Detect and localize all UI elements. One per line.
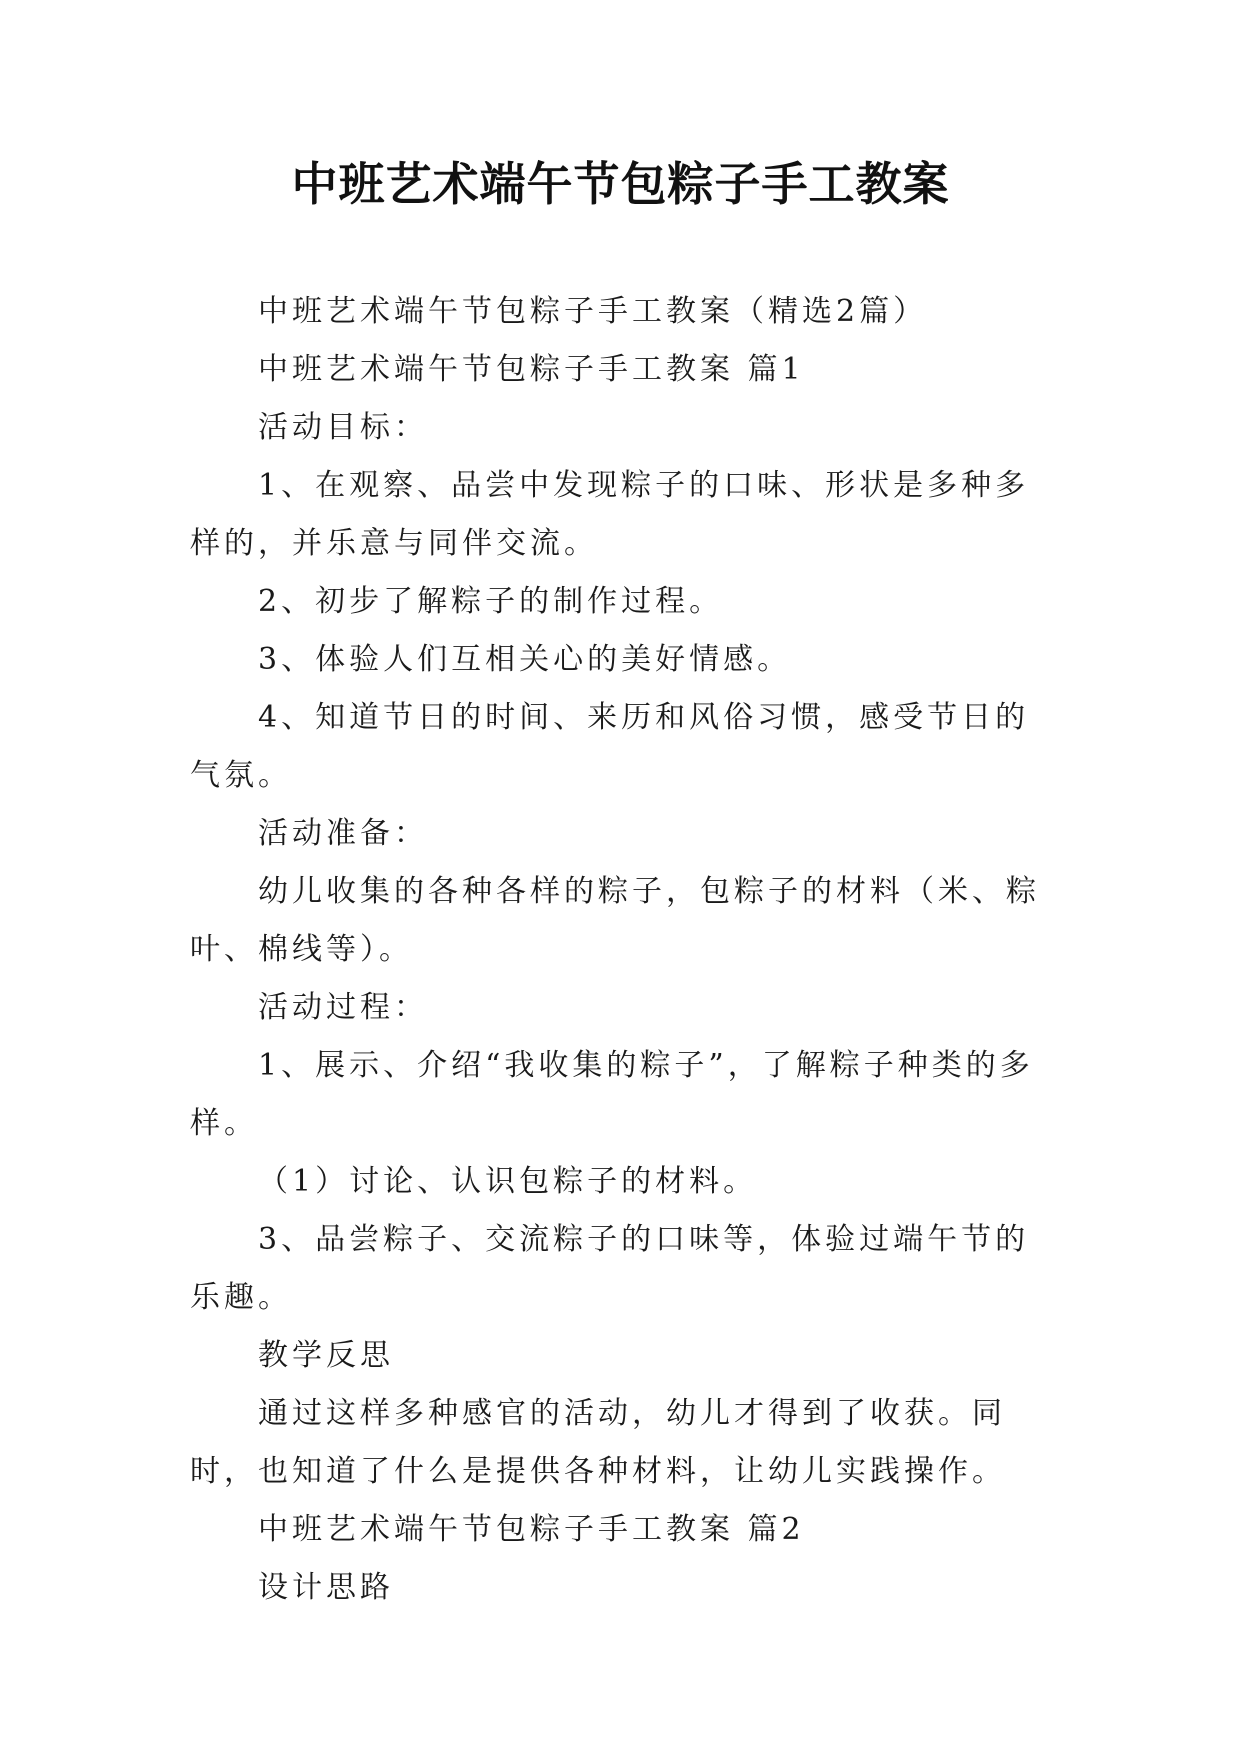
preparation-text: 幼儿收集的各种各样的粽子，包粽子的材料（米、粽叶、棉线等）。: [190, 874, 1040, 967]
reflection-text: 通过这样多种感官的活动，幼儿才得到了收获。同时，也知道了什么是提供各种材料，让幼儿实践操作。: [190, 1396, 1006, 1489]
section-heading-part-1: 中班艺术端午节包粽子手工教案 篇1: [258, 352, 805, 387]
process-item-1: 1、展示、介绍“我收集的粽子”，了解粽子种类的多样。: [190, 1048, 1034, 1141]
subtitle-paragraph: 中班艺术端午节包粽子手工教案（精选2篇）: [258, 294, 928, 329]
goal-item-2: 2、初步了解粽子的制作过程。: [258, 584, 724, 619]
heading-teaching-reflection: 教学反思: [258, 1338, 394, 1373]
heading-activity-process: 活动过程：: [258, 990, 428, 1025]
section-heading-part-2: 中班艺术端午节包粽子手工教案 篇2: [258, 1512, 805, 1547]
heading-design-idea: 设计思路: [258, 1570, 394, 1605]
process-subitem-1: （1）讨论、认识包粽子的材料。: [258, 1164, 758, 1199]
goal-item-1: 1、在观察、品尝中发现粽子的口味、形状是多种多样的，并乐意与同伴交流。: [190, 468, 1030, 561]
document-body: [190, 283, 1052, 1617]
heading-activity-goals: 活动目标：: [258, 410, 428, 445]
heading-activity-preparation: 活动准备：: [258, 816, 428, 851]
document-title: 中班艺术端午节包粽子手工教案: [291, 157, 950, 211]
goal-item-4: 4、知道节日的时间、来历和风俗习惯，感受节日的气氛。: [190, 700, 1030, 793]
goal-item-3: 3、体验人们互相关心的美好情感。: [258, 642, 792, 677]
process-item-3: 3、品尝粽子、交流粽子的口味等，体验过端午节的乐趣。: [190, 1222, 1030, 1315]
